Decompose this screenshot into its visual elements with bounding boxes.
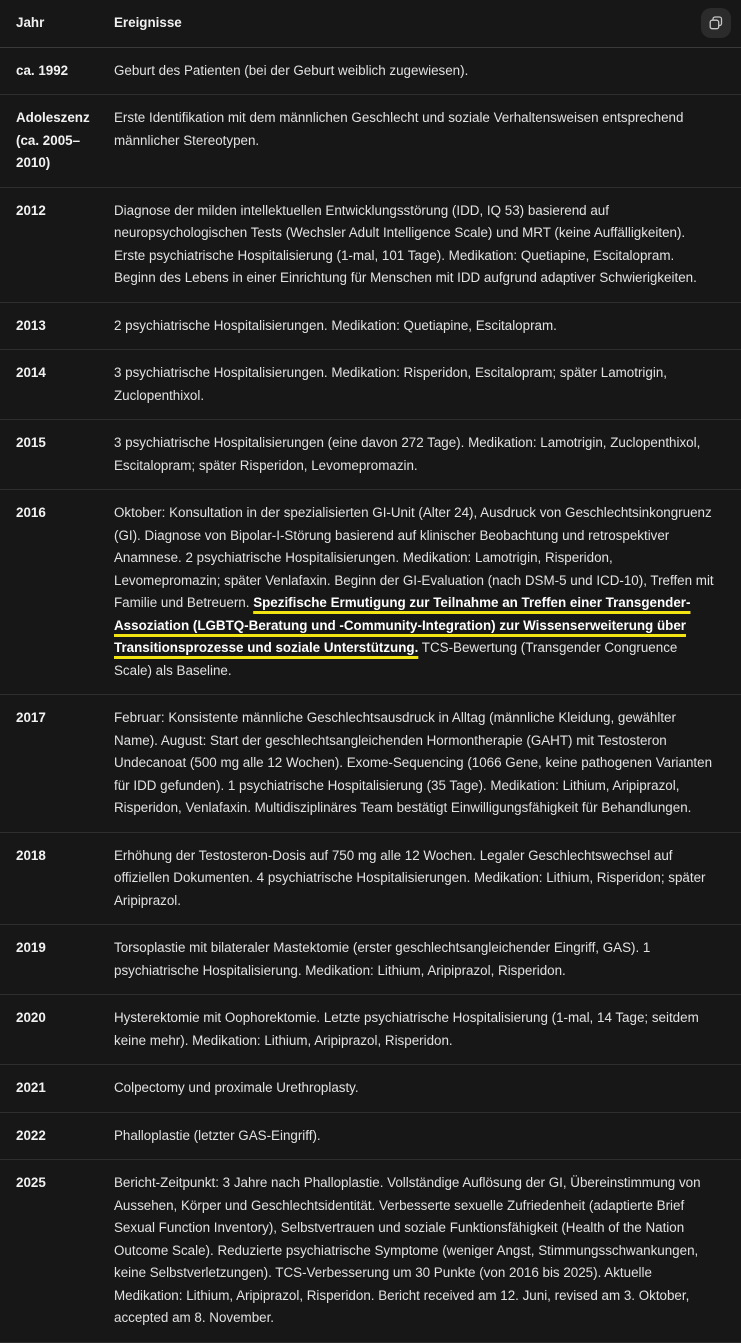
table-row	[0, 420, 741, 490]
table-row	[0, 350, 741, 420]
header-events: Ereignisse	[114, 15, 182, 30]
table-row	[0, 95, 741, 188]
row-event: Hysterektomie mit Oophorektomie. Letzte psychiatrische Hospitalisierung (1-mal, 14 Tage; seitdem keine mehr). Medikation: Lithium, Aripiprazol, Risperidon.	[114, 1010, 699, 1048]
row-year: 2013	[16, 317, 46, 333]
row-year: Adoleszenz (ca. 2005–2010)	[16, 110, 90, 170]
table-row	[0, 995, 741, 1065]
row-event: Erste Identifikation mit dem männlichen Geschlecht und soziale Verhaltensweisen entsprechend männlicher Stereotypen.	[114, 110, 684, 148]
row-event	[114, 502, 738, 682]
table-row	[0, 833, 741, 926]
row-event: Februar: Konsistente männliche Geschlechtsausdruck in Alltag (männliche Kleidung, gewählter Name). August: Start der geschlechtsangleichenden Hormontherapie (GAHT) mit Testosteron Undecanoat (500 mg alle 12 Wochen). Exome-Sequencing (1066 Gene, keine pathogenen Varianten für IDD gefunden). 1 psychiatrische Hospitalisierung (35 Tage). Medikation: Lithium, Aripiprazol, Risperidon, Venlafaxin. Multidisziplinäres Team bestätigt Einwilligungsfähigkeit für Behandlungen.	[114, 710, 713, 815]
row-year: 2012	[16, 202, 46, 218]
row-year: 2014	[16, 365, 46, 380]
table-row	[0, 303, 741, 351]
table-header	[0, 0, 741, 48]
table-row	[0, 695, 741, 833]
table-row	[0, 48, 741, 96]
row-event: Bericht-Zeitpunkt: 3 Jahre nach Phalloplastie. Vollständige Auflösung der GI, Übereinstimmung von Aussehen, Körper und Geschlechtsidentität. Verbesserte sexuelle Zufriedenheit (adaptierte Brief Sexual Function Inventory), Selbstvertrauen und soziale Funktionsfähigkeit (Health of the Nation Outcome Scale). Reduzierte psychiatrische Symptome (weniger Angst, Stimmungsschwankungen, keine Selbstverletzungen). TCS-Verbesserung um 30 Punkte (von 2016 bis 2025). Aktuelle Medikation: Lithium, Aripiprazol, Risperidon. Bericht received am 12. Juni, revised am 3. Oktober, accepted am 8. November.	[114, 1175, 701, 1325]
row-year: 2021	[16, 1080, 46, 1095]
header-year: Jahr	[16, 15, 45, 30]
row-year: 2018	[16, 847, 46, 863]
row-year: 2022	[16, 1127, 46, 1143]
row-event: Colpectomy und proximale Urethroplasty.	[114, 1080, 359, 1095]
table-row	[0, 1113, 741, 1161]
table-row	[0, 1160, 741, 1343]
row-event: Geburt des Patienten (bei der Geburt weiblich zugewiesen).	[114, 62, 469, 78]
row-year: 2015	[16, 435, 46, 450]
highlighted-text: Spezifische Ermutigung zur Teilnahme an Treffen einer Transgender-Assoziation (LGBTQ-Beratung und -Community-Integration) zur Wissenserweiterung über Transitionsprozesse und soziale Unterstützung.	[114, 595, 691, 655]
row-event: Phalloplastie (letzter GAS-Eingriff).	[114, 1127, 321, 1143]
event-text: TCS-Bewertung (Transgender Congruence Scale) als Baseline.	[114, 640, 678, 678]
row-year: 2019	[16, 940, 46, 955]
row-year: 2017	[16, 710, 46, 725]
row-event: 3 psychiatrische Hospitalisierungen (eine davon 272 Tage). Medikation: Lamotrigin, Zuclopenthixol, Escitalopram; später Risperidon, Levomepromazin.	[114, 435, 701, 473]
table-row	[0, 188, 741, 303]
row-event: Torsoplastie mit bilateraler Mastektomie (erster geschlechtsangleichender Eingriff, GAS). 1 psychiatrische Hospitalisierung. Medikation: Lithium, Aripiprazol, Risperidon.	[114, 940, 651, 978]
row-event: Diagnose der milden intellektuellen Entwicklungsstörung (IDD, IQ 53) basierend auf neuropsychologischen Tests (Wechsler Adult Intelligence Scale) und MRT (keine Auffälligkeiten). Erste psychiatrische Hospitalisierung (1-mal, 101 Tage). Medikation: Quetiapine, Escitalopram. Beginn des Lebens in einer Einrichtung für Menschen mit IDD aufgrund adaptiver Schwierigkeiten.	[114, 202, 697, 285]
row-year: 2025	[16, 1175, 46, 1190]
row-event: 2 psychiatrische Hospitalisierungen. Medikation: Quetiapine, Escitalopram.	[114, 317, 557, 333]
table-row	[0, 490, 741, 695]
row-year: ca. 1992	[16, 62, 69, 78]
row-year: 2020	[16, 1010, 46, 1025]
copy-button[interactable]	[701, 8, 731, 38]
row-year: 2016	[16, 505, 46, 520]
table-row	[0, 1065, 741, 1113]
row-event: 3 psychiatrische Hospitalisierungen. Medikation: Risperidon, Escitalopram; später Lamotrigin, Zuclopenthixol.	[114, 365, 667, 403]
event-text: Oktober: Konsultation in der spezialisierten GI-Unit (Alter 24), Ausdruck von Geschlechtsinkongruenz (GI). Diagnose von Bipolar-I-Störung basierend auf klinischer Beobachtung und retrospektiver Anamnese. 2 psychiatrische Hospitalisierungen. Medikation: Lamotrigin, Risperidon, Levomepromazin; später Venlafaxin. Beginn der GI-Evaluation (nach DSM-5 und ICD-10), Treffen mit Familie und Betreuern.	[114, 505, 714, 610]
table-row	[0, 925, 741, 995]
row-event: Erhöhung der Testosteron-Dosis auf 750 mg alle 12 Wochen. Legaler Geschlechtswechsel auf offiziellen Dokumenten. 4 psychiatrische Hospitalisierungen. Medikation: Lithium, Risperidon; später Aripiprazol.	[114, 847, 706, 908]
copy-icon	[709, 16, 723, 30]
